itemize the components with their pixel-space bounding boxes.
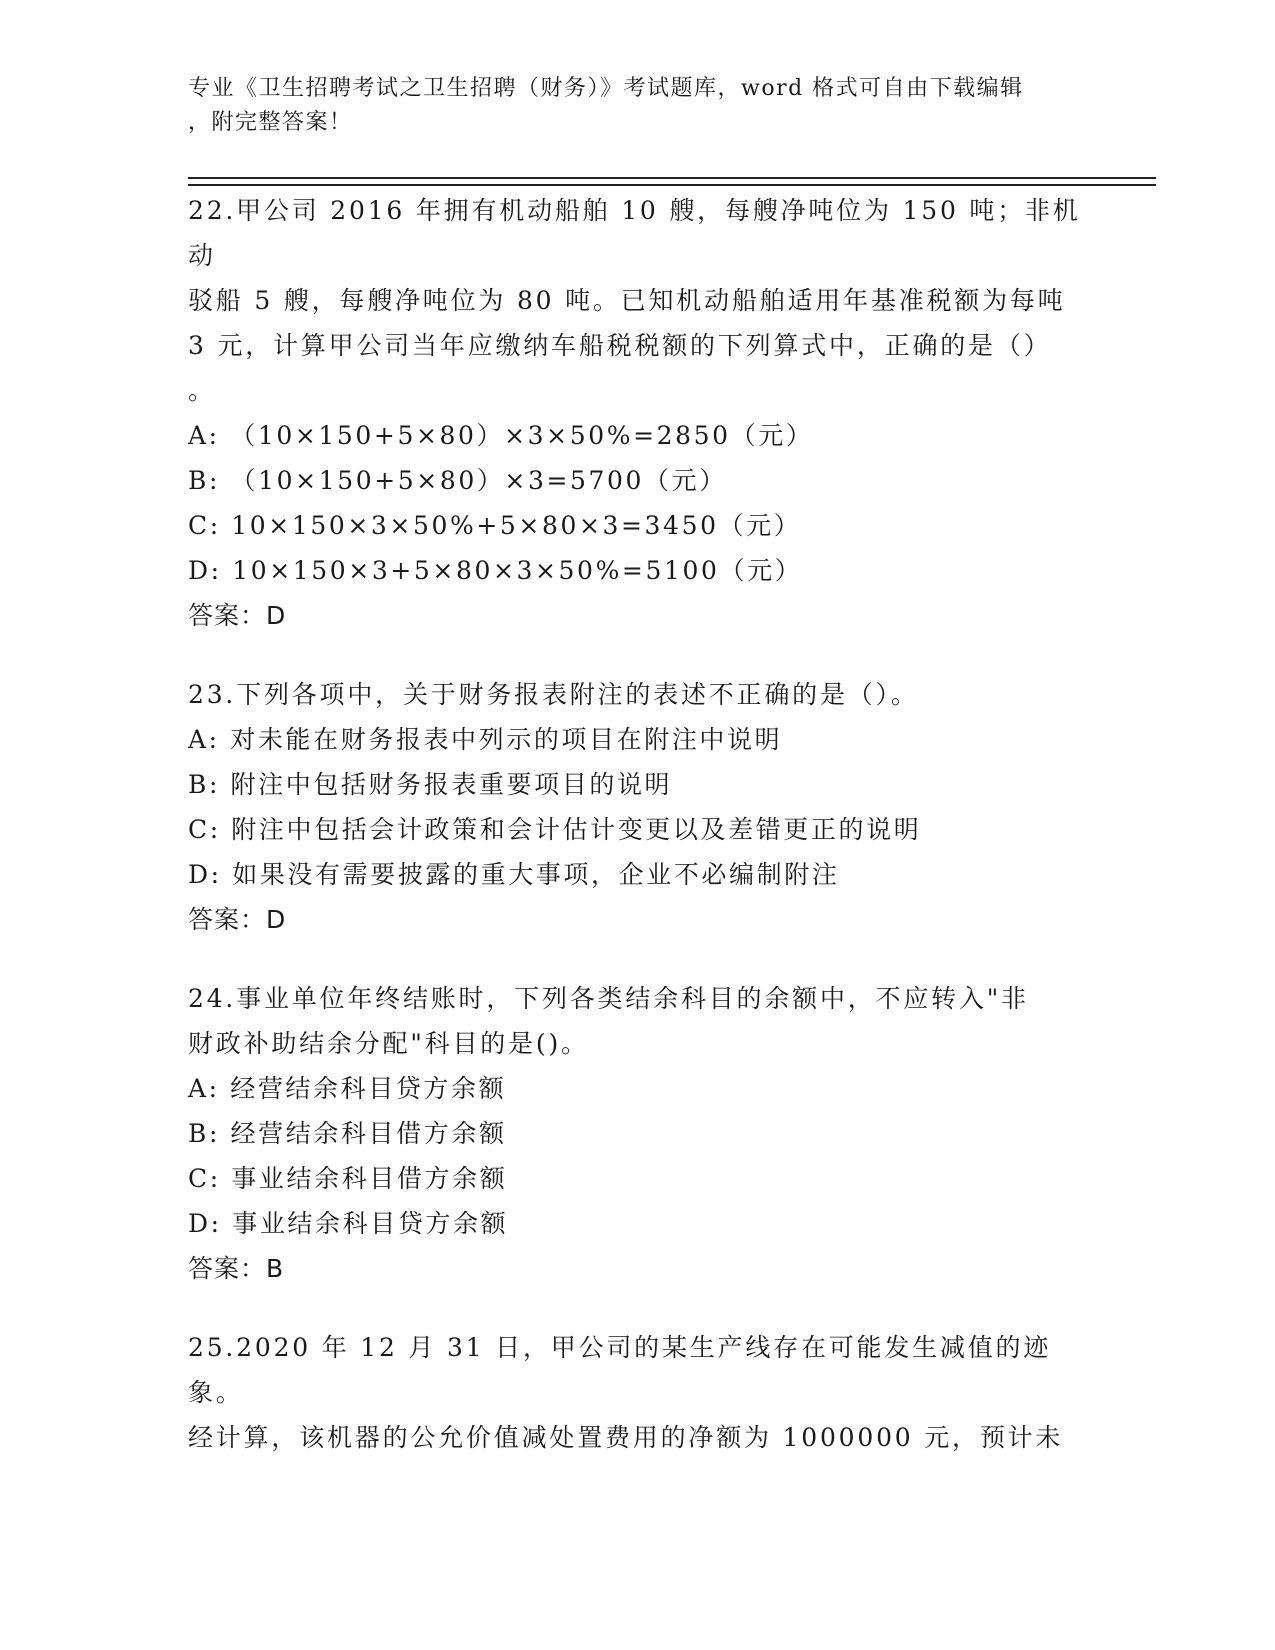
question-22 <box>188 188 1088 638</box>
option-d: D: 事业结余科目贷方余额 <box>188 1209 509 1238</box>
option-a: A: 经营结余科目贷方余额 <box>188 1074 507 1103</box>
option-a: A: 对未能在财务报表中列示的项目在附注中说明 <box>188 725 783 754</box>
answer-line: 答案：B <box>188 1254 285 1283</box>
option-b: B: 经营结余科目借方余额 <box>188 1119 507 1148</box>
document-header <box>188 72 1068 140</box>
answer-line: 答案：D <box>188 601 287 630</box>
option-b: B: 附注中包括财务报表重要项目的说明 <box>188 770 673 799</box>
header-line-1: 专业《卫生招聘考试之卫生招聘（财务）》考试题库，word 格式可自由下载编辑 <box>188 76 1024 101</box>
option-b: B: （10×150+5×80）×3=5700（元） <box>188 466 727 495</box>
question-stem-line: 。 <box>188 376 216 405</box>
answer-line: 答案：D <box>188 905 287 934</box>
option-c: C: 事业结余科目借方余额 <box>188 1164 508 1193</box>
question-stem-line: 驳船 5 艘，每艘净吨位为 80 吨。已知机动船舶适用年基准税额为每吨 <box>188 286 1066 315</box>
question-stem-line: 23.下列各项中，关于财务报表附注的表述不正确的是（）。 <box>188 680 919 709</box>
question-stem-line: 3 元，计算甲公司当年应缴纳车船税税额的下列算式中，正确的是（） <box>188 331 1052 360</box>
header-divider-bottom <box>188 184 1156 186</box>
option-c: C: 10×150×3×50%+5×80×3=3450（元） <box>188 511 802 540</box>
option-c: C: 附注中包括会计政策和会计估计变更以及差错更正的说明 <box>188 815 922 844</box>
header-line-2: ，附完整答案！ <box>188 110 353 135</box>
question-stem-line: 财政补助结余分配"科目的是()。 <box>188 1029 589 1058</box>
question-23 <box>188 672 1088 942</box>
header-divider-top <box>188 177 1156 179</box>
question-stem-line: 22.甲公司 2016 年拥有机动船舶 10 艘，每艘净吨位为 150 吨；非机动 <box>188 196 1081 270</box>
question-25 <box>188 1325 1088 1460</box>
question-24 <box>188 976 1088 1291</box>
question-stem-line: 25.2020 年 12 月 31 日，甲公司的某生产线存在可能发生减值的迹象。 <box>188 1333 1052 1407</box>
question-stem-line: 24.事业单位年终结账时，下列各类结余科目的余额中，不应转入"非 <box>188 984 1029 1013</box>
option-d: D: 如果没有需要披露的重大事项，企业不必编制附注 <box>188 860 840 889</box>
option-d: D: 10×150×3+5×80×3×50%=5100（元） <box>188 556 803 585</box>
question-list <box>188 188 1088 1494</box>
question-stem-line: 经计算，该机器的公允价值减处置费用的净额为 1000000 元，预计未 <box>188 1423 1064 1452</box>
option-a: A: （10×150+5×80）×3×50%=2850（元） <box>188 421 814 450</box>
